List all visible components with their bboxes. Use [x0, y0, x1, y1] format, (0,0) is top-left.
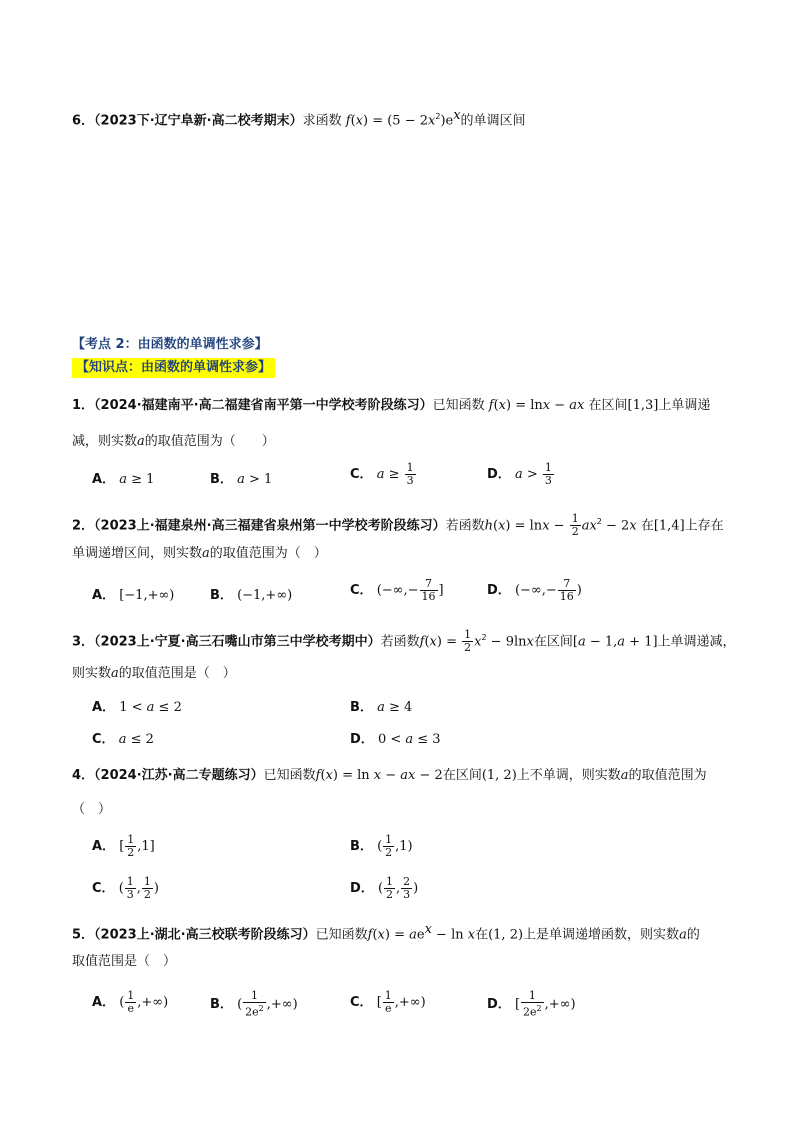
- option-c[interactable]: C． ( $\frac{1}{3}$ , $\frac{1}{2}$ ): [92, 875, 159, 901]
- option-c[interactable]: C． (−∞,− $\frac{7}{16}$ ]: [350, 577, 444, 603]
- option-d[interactable]: D． (−∞,− $\frac{7}{16}$ ): [487, 577, 582, 603]
- option-d[interactable]: D． 0 < a ≤ 3: [350, 732, 441, 747]
- question-2: 2．（2023上·福建泉州·高三福建省泉州第一中学校考阶段练习）若函数h(x) = lnx − $\frac{1}{2}$ $ax^2 - 2x$ 在[1,4]上存在: [72, 512, 724, 539]
- option-a[interactable]: A． a ≥ 1: [92, 472, 155, 487]
- option-b[interactable]: B． a ≥ 4: [350, 700, 413, 715]
- question-3: 3．（2023上·宁夏·高三石嘴山市第三中学校考期中）若函数f(x) = $\frac{1}{2}$ $x^2 - 9\ln x$在区间[a − 1,a + 1]上单调递减，: [72, 628, 736, 655]
- option-b[interactable]: B． a > 1: [210, 472, 273, 487]
- question-source: （2023下·辽宁阜新·高二校考期末）: [94, 113, 303, 129]
- question-4: 4．（2024·江苏·高二专题练习）已知函数f(x) = ln x − ax − 2在区间(1, 2)上不单调，则实数a的取值范围为: [72, 768, 707, 783]
- option-c[interactable]: C． a ≥ $\frac{1}{3}$: [350, 461, 414, 487]
- section-highlight: 【知识点：由函数的单调性求参】: [72, 358, 275, 378]
- option-b[interactable]: B． (−1,+∞): [210, 588, 293, 603]
- section-title: 【考点 2：由函数的单调性求参】: [72, 337, 268, 352]
- option-d[interactable]: D． ( $\frac{1}{2}$ , $\frac{2}{3}$ ): [350, 875, 419, 901]
- option-b[interactable]: B． ( $\frac{1}{2e^2}$ ,+∞): [210, 989, 298, 1019]
- option-a[interactable]: A． [−1,+∞): [92, 588, 175, 603]
- question-5-line2: 取值范围是（ ）: [72, 954, 177, 969]
- question-1: 1．（2024·福建南平·高二福建省南平第一中学校考阶段练习）已知函数 f(x) = lnx − ax 在区间[1,3]上单调递: [72, 398, 711, 413]
- question-4-line2: （ ）: [72, 802, 112, 817]
- question-number: 6．: [72, 113, 95, 129]
- option-d[interactable]: D． [ $\frac{1}{2e^2}$ ,+∞): [487, 989, 576, 1019]
- option-d[interactable]: D． a > $\frac{1}{3}$: [487, 461, 552, 487]
- question-3-line2: 则实数a的取值范围是（ ）: [72, 666, 236, 681]
- option-a[interactable]: A． [ $\frac{1}{2}$ ,1]: [92, 833, 155, 859]
- question-5: 5．（2023上·湖北·高三校联考阶段练习）已知函数$f(x) = ae^x - \ln x$在(1, 2)上是单调递增函数，则实数a的: [72, 922, 700, 943]
- option-b[interactable]: B． ( $\frac{1}{2}$ ,1): [350, 833, 413, 859]
- question-1-line2: 减，则实数a的取值范围为（ ）: [72, 434, 275, 449]
- question-2-line2: 单调递增区间，则实数a的取值范围为（ ）: [72, 546, 327, 561]
- question-6: 6．（2023下·辽宁阜新·高二校考期末）求函数 $f(x) = (5 - 2x^2)e^x$的单调区间: [72, 108, 526, 129]
- option-a[interactable]: A． 1 < a ≤ 2: [92, 700, 182, 715]
- option-a[interactable]: A． ( $\frac{1}{e}$ ,+∞): [92, 989, 169, 1015]
- option-c[interactable]: C． a ≤ 2: [92, 732, 154, 747]
- option-c[interactable]: C． [ $\frac{1}{e}$ ,+∞): [350, 989, 426, 1015]
